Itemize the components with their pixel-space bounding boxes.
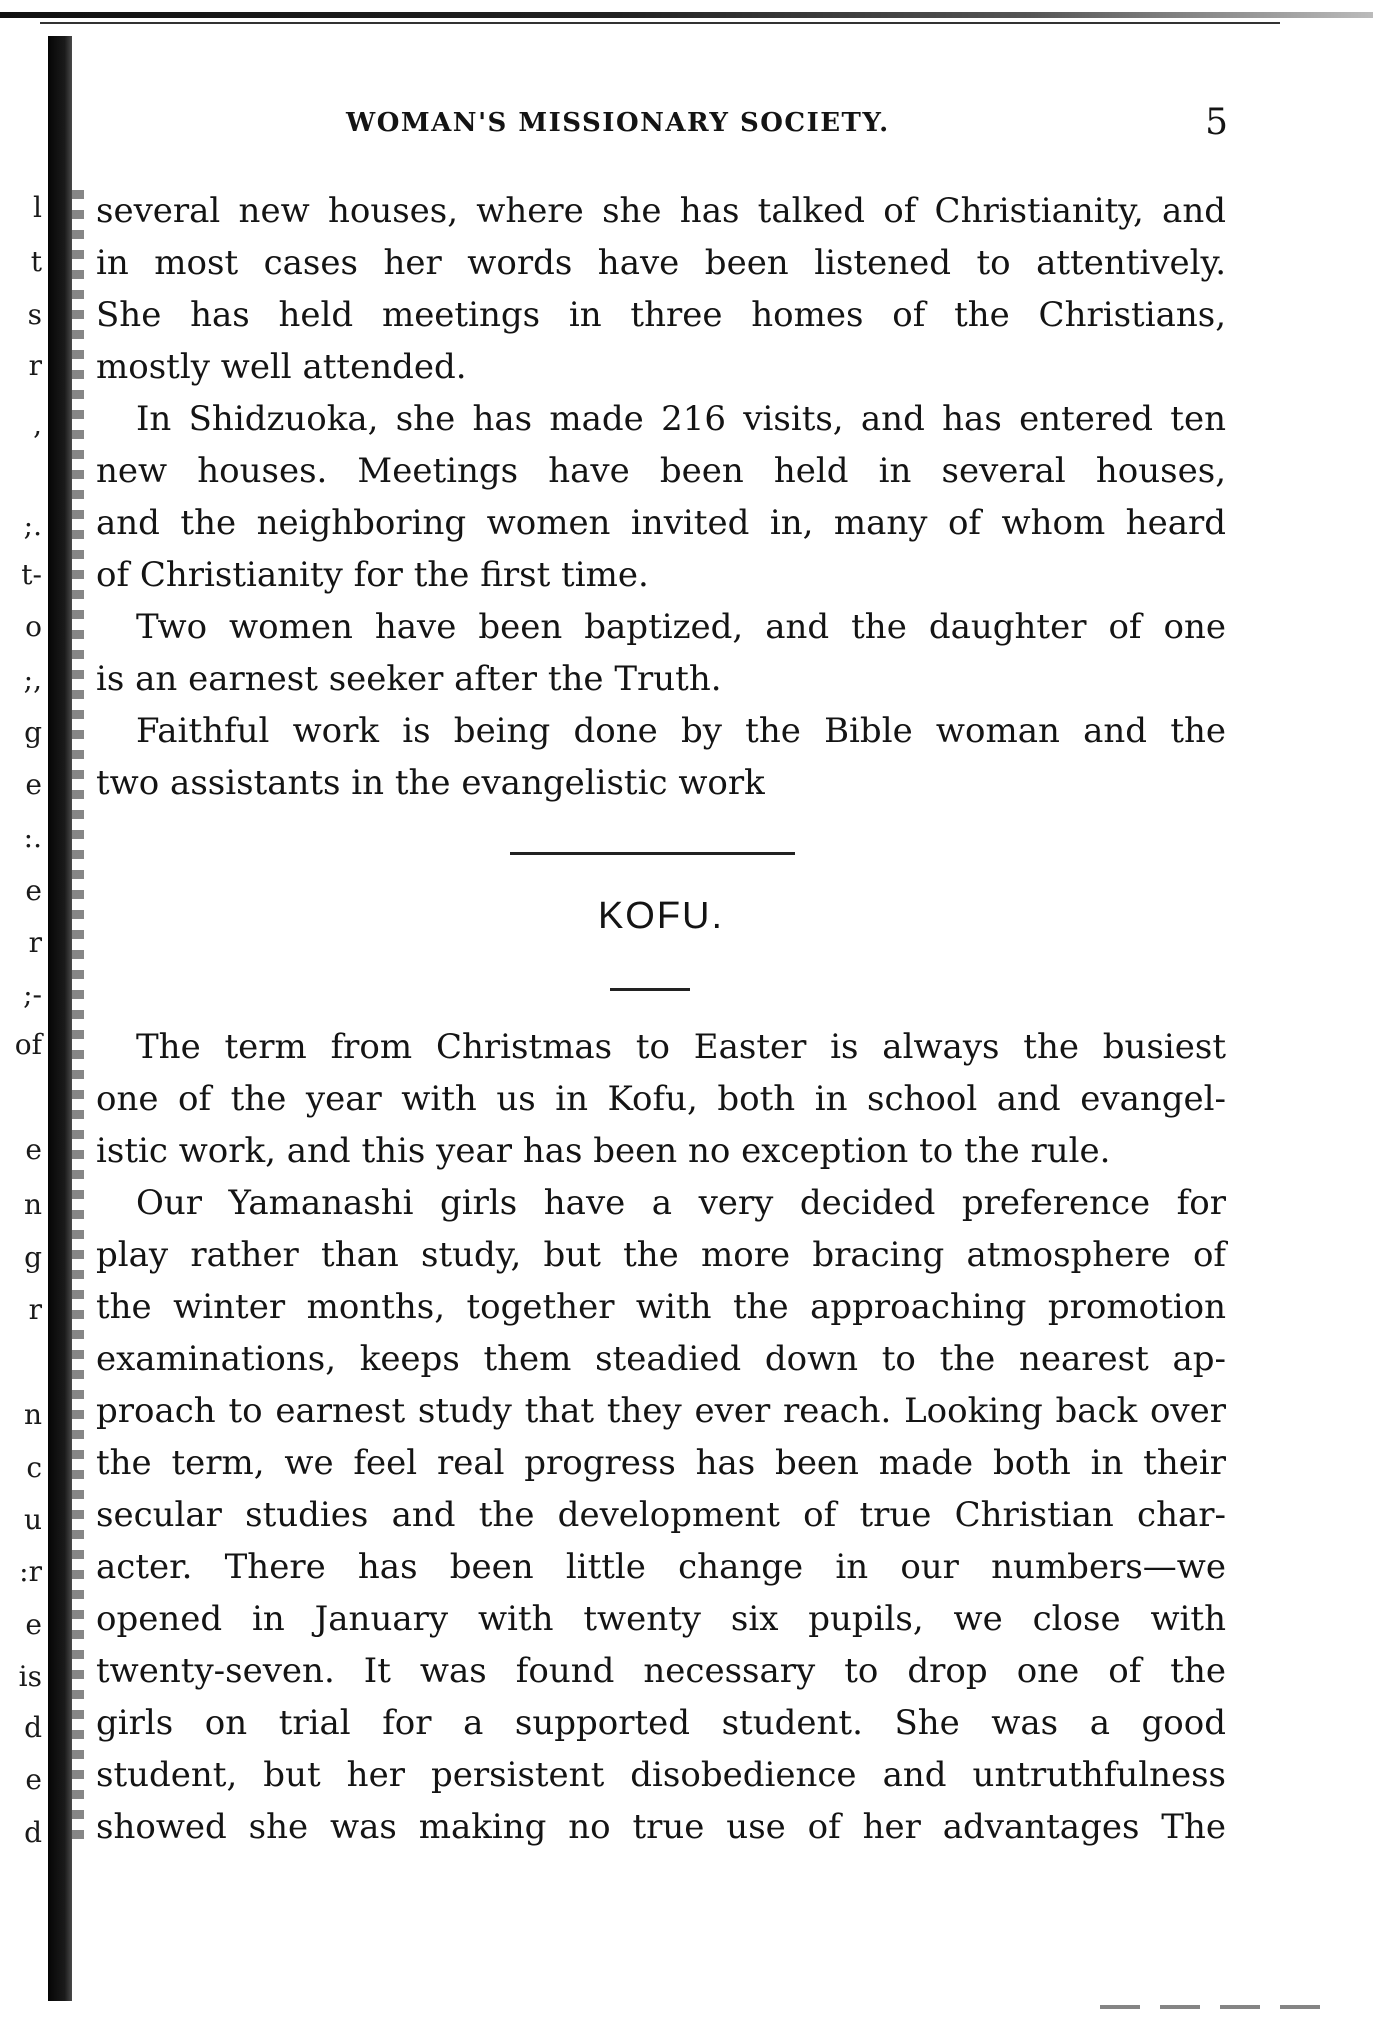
text-line: two assistants in the evangelistic work (96, 763, 765, 803)
margin-fragment: ;. (23, 509, 42, 542)
top-edge-rule (0, 12, 1373, 18)
margin-fragment: r (28, 926, 42, 959)
margin-fragment: :. (23, 821, 42, 854)
margin-fragment: u (23, 1503, 42, 1536)
margin-fragment: e (25, 874, 42, 907)
margin-fragment: , (33, 408, 42, 441)
page-number: 5 (1205, 102, 1228, 143)
running-head: WOMAN'S MISSIONARY SOCIETY. (346, 108, 890, 138)
text-line: girls on trial for a supported student. She was a good (96, 1703, 1226, 1743)
margin-fragment: is (18, 1660, 42, 1693)
margin-column (0, 0, 46, 2029)
text-line: Two women have been baptized, and the daughter of one (136, 607, 1226, 647)
text-line: proach to earnest study that they ever reach. Looking back over (96, 1391, 1226, 1431)
margin-fragment: t (30, 245, 42, 278)
text-line: examinations, keeps them steadied down to the nearest ap- (96, 1339, 1226, 1379)
binding-shadow (48, 36, 72, 2001)
text-line: the winter months, together with the approaching promotion (96, 1287, 1226, 1327)
margin-fragment: s (27, 298, 42, 331)
kofu-paragraphs (96, 1021, 1226, 1853)
text-line: The term from Christmas to Easter is always the busiest (136, 1027, 1226, 1067)
text-line: secular studies and the development of true Christian char- (96, 1495, 1226, 1535)
bottom-edge-marks (1100, 2005, 1340, 2009)
margin-fragment: r (28, 349, 42, 382)
margin-fragment: e (25, 1608, 42, 1641)
margin-fragment: g (24, 1241, 42, 1274)
text-line: Faithful work is being done by the Bible woman and the (136, 711, 1226, 751)
margin-fragment: e (25, 1763, 42, 1796)
binding-edge-texture (72, 190, 84, 1840)
title-underline (610, 988, 690, 991)
text-line: mostly well attended. (96, 347, 467, 387)
text-line: of Christianity for the first time. (96, 555, 649, 595)
section-paragraphs (96, 185, 1226, 809)
text-line: in most cases her words have been listened to attentively. (96, 243, 1226, 283)
text-line: istic work, and this year has been no exception to the rule. (96, 1131, 1111, 1171)
text-line: one of the year with us in Kofu, both in school and evangel- (96, 1079, 1226, 1119)
margin-fragment: r (28, 1293, 42, 1326)
text-line: acter. There has been little change in our numbers—we (96, 1547, 1226, 1587)
text-line: and the neighboring women invited in, many of whom heard (96, 503, 1226, 543)
margin-fragment: t- (21, 558, 42, 591)
text-line: the term, we feel real progress has been made both in their (96, 1443, 1226, 1483)
text-line: play rather than study, but the more bracing atmosphere of (96, 1235, 1226, 1275)
margin-fragment: n (23, 1188, 42, 1221)
section-title: KOFU. (597, 895, 725, 937)
margin-fragment: d (24, 1816, 42, 1849)
margin-fragment: o (25, 610, 42, 643)
text-line: opened in January with twenty six pupils, we close with (96, 1599, 1226, 1639)
margin-fragment: g (24, 716, 42, 749)
margin-fragment: l (33, 191, 42, 224)
top-edge-rule-thin (40, 22, 1280, 24)
margin-fragment: n (23, 1398, 42, 1431)
margin-fragment: c (26, 1451, 42, 1484)
text-line: In Shidzuoka, she has made 216 visits, and has entered ten (136, 399, 1226, 439)
text-line: twenty-seven. It was found necessary to drop one of the (96, 1651, 1226, 1691)
text-line: She has held meetings in three homes of the Christians, (96, 295, 1226, 335)
margin-fragment: :r (19, 1555, 42, 1588)
margin-fragment: ;, (23, 663, 42, 696)
page-header (96, 102, 1228, 146)
margin-fragment: e (25, 1133, 42, 1166)
text-line: new houses. Meetings have been held in several houses, (96, 451, 1226, 491)
text-line: several new houses, where she has talked of Christianity, and (96, 191, 1226, 231)
margin-fragment: ;- (23, 978, 42, 1011)
text-line: is an earnest seeker after the Truth. (96, 659, 722, 699)
text-line: Our Yamanashi girls have a very decided preference for (136, 1183, 1226, 1223)
margin-fragment: d (24, 1711, 42, 1744)
margin-fragment: of (14, 1028, 42, 1061)
text-line: student, but her persistent disobedience and untruthfulness (96, 1755, 1226, 1795)
margin-fragment: e (25, 768, 42, 801)
text-line: showed she was making no true use of her advantages The (96, 1807, 1226, 1847)
section-divider (510, 852, 795, 855)
